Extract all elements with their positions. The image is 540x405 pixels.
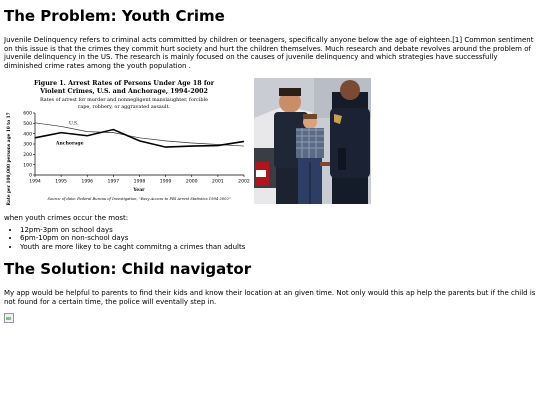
x-tick-label: 1996: [81, 179, 94, 185]
chart-source: Source of data: Federal Bureau of Investigation, "Easy Access to FBI Arrest Statistics 1994-2002": [47, 197, 231, 201]
broken-image-icon: [4, 313, 14, 323]
chart-marks: [35, 120, 244, 147]
x-tick-label: 1995: [55, 179, 67, 185]
y-tick-label: 200: [23, 152, 32, 158]
times-intro: when youth crimes occur the most:: [4, 214, 129, 222]
problem-paragraph: Juvenile Delinquency refers to criminal acts committed by children or teenagers, specifically anyone below the age of eighteen.[1] Common sentiment on this issue is that the crimes they commit hurt society and hurt the children themselves. Much research and debate revolves around the problem of juvenile delinquency in the US. The research is mainly focused on the causes of juvenile delinquency and which strategies have successfully diminished crime rates among the youth population .: [4, 36, 534, 70]
y-tick-label: 600: [23, 111, 32, 117]
x-tick-label: 2001: [212, 179, 224, 185]
times-list: [4, 226, 536, 252]
series-label-anchorage: Anchorage: [55, 141, 84, 147]
y-tick-label: 0: [29, 173, 32, 179]
chart-axes: [23, 111, 250, 185]
figure-row: [4, 77, 536, 207]
arrest-photo: [254, 78, 371, 204]
list-item: • 12pm-3pm on school days: [20, 226, 536, 235]
x-tick-label: 1994: [29, 179, 41, 185]
series-label-us: U.S.: [68, 121, 79, 127]
y-axis-label: Rate per 100,000 persons age 10 to 17: [7, 112, 12, 206]
chart-subtitle-line2: rape, robbery, or aggravated assault.: [78, 104, 170, 110]
y-tick-label: 500: [23, 121, 32, 127]
y-tick-label: 400: [23, 132, 32, 138]
solution-heading: The Solution: Child navigator: [4, 260, 252, 278]
x-tick-label: 1998: [133, 179, 146, 185]
arrest-rate-chart: [4, 77, 252, 207]
x-tick-label: 1999: [159, 179, 172, 185]
x-tick-label: 1997: [107, 179, 120, 185]
y-tick-label: 100: [23, 163, 32, 169]
chart-svg: [4, 77, 252, 207]
problem-heading: The Problem: Youth Crime: [4, 7, 225, 25]
chart-title-line1: Figure 1. Arrest Rates of Persons Under Age 18 for: [33, 80, 215, 87]
solution-paragraph: My app would be helpful to parents to find their kids and know their location at an given time. Not only would this ap help the parents but if the child is not found for a certain time, the police will eventally step in.: [4, 289, 536, 306]
list-item: • Youth are more likey to be caght commitng a crimes than adults: [20, 243, 536, 252]
list-item: • 6pm-10pm on non-school days: [20, 234, 536, 243]
chart-subtitle-line1: Rates of arrest for murder and nonnegligent manslaughter, forcible: [39, 97, 209, 103]
x-tick-label: 2000: [185, 179, 198, 185]
chart-title-line2: Violent Crimes, U.S. and Anchorage, 1994-2002: [40, 88, 208, 95]
arrest-photo-image: [254, 78, 371, 204]
x-axis-label: Year: [133, 188, 145, 193]
y-tick-label: 300: [23, 142, 32, 148]
x-tick-label: 2002: [238, 179, 250, 185]
